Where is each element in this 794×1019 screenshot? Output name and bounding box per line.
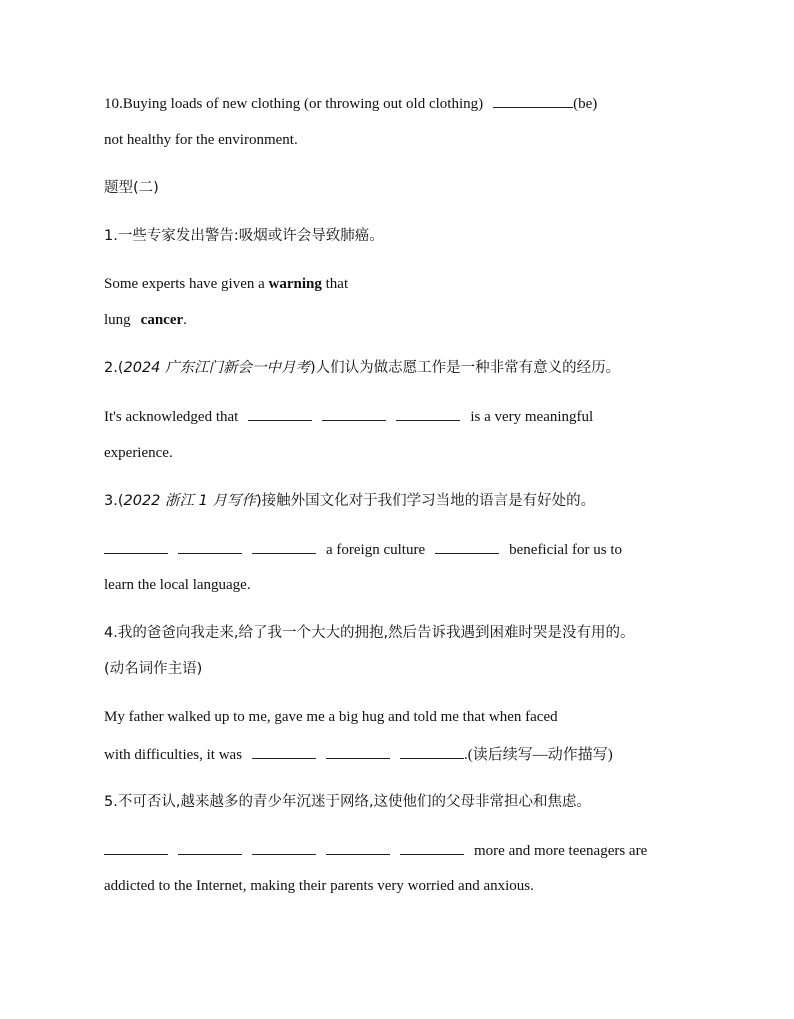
q10-hint: (be) (573, 96, 598, 112)
q2-chinese (104, 358, 620, 378)
q3-chinese (104, 491, 595, 511)
q2-english-line-2: experience. (104, 445, 173, 461)
q4-text-rest: .(读后续写—动作描写) (464, 747, 613, 763)
answer-blank[interactable] (400, 744, 464, 759)
q2-english-line-1 (104, 406, 593, 427)
q1-text: Some experts have given a (104, 276, 265, 292)
q4-chinese: 4.我的爸爸向我走来,给了我一个大大的拥抱,然后告诉我遇到困难时哭是没有用的。 (104, 625, 635, 641)
q1-keyword-warning: warning (268, 276, 322, 292)
answer-blank[interactable] (252, 744, 316, 759)
answer-blank[interactable] (326, 840, 390, 855)
q1-english-line-1 (104, 274, 348, 294)
q1-period: . (183, 312, 187, 328)
answer-blank[interactable] (400, 840, 464, 855)
q5-text: more and more teenagers are (474, 843, 648, 859)
q5-english-line-1 (104, 840, 647, 861)
q1-text-lung: lung (104, 312, 131, 328)
q1-keyword-cancer: cancer (140, 312, 184, 328)
q10-line-2: not healthy for the environment. (104, 132, 298, 148)
q4-note: (动名词作主语) (104, 661, 203, 677)
answer-blank[interactable] (322, 406, 386, 421)
answer-blank[interactable] (435, 539, 499, 554)
answer-blank[interactable] (396, 406, 460, 421)
q1-english-line-2 (104, 310, 187, 330)
q10-text: 10.Buying loads of new clothing (or throwing out old clothing) (104, 96, 484, 112)
q2-source: 2024 广东江门新会一中月考 (123, 360, 311, 376)
q1-text-that: that (325, 276, 349, 292)
answer-blank[interactable] (252, 840, 316, 855)
answer-blank[interactable] (248, 406, 312, 421)
q3-prompt: )接触外国文化对于我们学习当地的语言是有好处的。 (255, 493, 596, 509)
answer-blank[interactable] (252, 539, 316, 554)
answer-blank[interactable] (104, 539, 168, 554)
q1-chinese: 1.一些专家发出警告:吸烟或许会导致肺癌。 (104, 228, 384, 244)
q4-text: with difficulties, it was (104, 747, 243, 763)
q4-english-line-2 (104, 744, 613, 765)
q3-english-line-2: learn the local language. (104, 577, 251, 593)
section-title: 题型(二) (104, 180, 159, 196)
q3-english-line-1 (104, 539, 622, 560)
q3-text: a foreign culture (326, 542, 426, 558)
q3-number: 3.( (104, 493, 124, 509)
answer-blank[interactable] (326, 744, 390, 759)
q3-text-rest: beneficial for us to (509, 542, 622, 558)
q2-prompt: )人们认为做志愿工作是一种非常有意义的经历。 (310, 360, 621, 376)
q5-english-line-2: addicted to the Internet, making their parents very worried and anxious. (104, 878, 534, 894)
q2-text-rest: is a very meaningful (470, 409, 594, 425)
q2-text: It's acknowledged that (104, 409, 239, 425)
q3-source: 2022 浙江 1 月写作 (123, 493, 256, 509)
answer-blank[interactable] (104, 840, 168, 855)
q4-english-line-1: My father walked up to me, gave me a big hug and told me that when faced (104, 709, 558, 725)
q5-chinese: 5.不可否认,越来越多的青少年沉迷于网络,这使他们的父母非常担心和焦虑。 (104, 794, 592, 810)
answer-blank[interactable] (178, 840, 242, 855)
answer-blank[interactable] (493, 93, 573, 108)
answer-blank[interactable] (178, 539, 242, 554)
q2-number: 2.( (104, 360, 124, 376)
q10-line-1 (104, 93, 597, 114)
